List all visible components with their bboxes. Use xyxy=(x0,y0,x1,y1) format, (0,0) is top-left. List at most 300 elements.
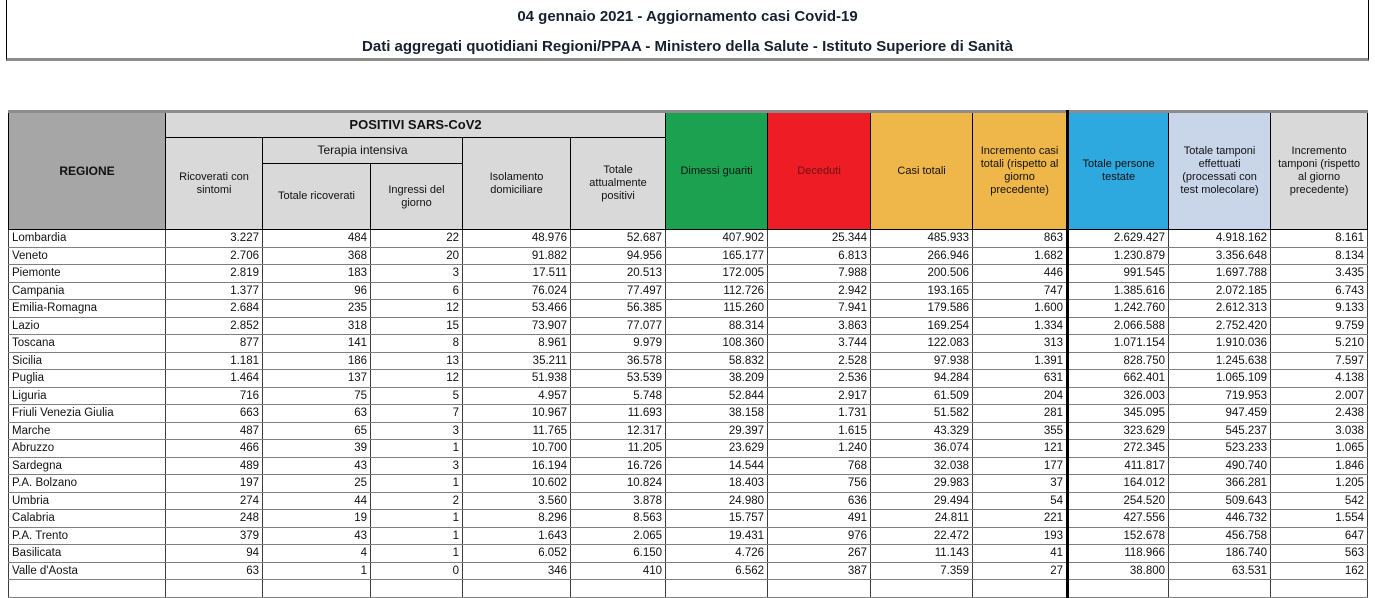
value-cell: 44 xyxy=(263,492,371,510)
value-cell: 1.230.879 xyxy=(1068,247,1169,265)
value-cell: 490.740 xyxy=(1169,457,1271,475)
region-name-cell: Sicilia xyxy=(9,352,166,370)
col-header-casi-totali: Casi totali xyxy=(871,112,973,230)
value-cell: 2.629.427 xyxy=(1068,230,1169,248)
value-cell: 3.356.648 xyxy=(1169,247,1271,265)
value-cell: 1.600 xyxy=(973,300,1068,318)
region-name-cell: Umbria xyxy=(9,492,166,510)
value-cell: 326.003 xyxy=(1068,387,1169,405)
value-cell: 51.582 xyxy=(871,405,973,423)
table-row xyxy=(9,440,1368,458)
value-cell: 1.464 xyxy=(166,370,263,388)
value-cell: 1 xyxy=(371,510,463,528)
value-cell: 863 xyxy=(973,230,1068,248)
value-cell: 8 xyxy=(371,335,463,353)
table-row xyxy=(9,492,1368,510)
value-cell: 828.750 xyxy=(1068,352,1169,370)
value-cell: 489 xyxy=(166,457,263,475)
table-row xyxy=(9,230,1368,248)
value-cell: 2 xyxy=(371,492,463,510)
value-cell: 76.024 xyxy=(463,282,571,300)
value-cell xyxy=(263,580,371,598)
value-cell: 172.005 xyxy=(666,265,768,283)
value-cell: 5.748 xyxy=(571,387,666,405)
value-cell: 2.007 xyxy=(1271,387,1368,405)
value-cell: 2.528 xyxy=(768,352,871,370)
value-cell: 719.953 xyxy=(1169,387,1271,405)
value-cell: 36.578 xyxy=(571,352,666,370)
value-cell: 10.824 xyxy=(571,475,666,493)
region-name-cell: Toscana xyxy=(9,335,166,353)
value-cell: 8.296 xyxy=(463,510,571,528)
region-name-cell: Sardegna xyxy=(9,457,166,475)
value-cell: 56.385 xyxy=(571,300,666,318)
value-cell: 466 xyxy=(166,440,263,458)
value-cell: 1.910.036 xyxy=(1169,335,1271,353)
value-cell: 41 xyxy=(973,545,1068,563)
value-cell: 75 xyxy=(263,387,371,405)
value-cell: 193.165 xyxy=(871,282,973,300)
value-cell: 235 xyxy=(263,300,371,318)
value-cell: 6.562 xyxy=(666,562,768,580)
value-cell: 1.391 xyxy=(973,352,1068,370)
value-cell: 197 xyxy=(166,475,263,493)
value-cell: 11.143 xyxy=(871,545,973,563)
value-cell: 446 xyxy=(973,265,1068,283)
value-cell: 2.706 xyxy=(166,247,263,265)
col-header-persone-testate: Totale persone testate xyxy=(1068,112,1169,230)
value-cell: 152.678 xyxy=(1068,527,1169,545)
value-cell: 4 xyxy=(263,545,371,563)
covid-data-table xyxy=(8,110,1368,598)
value-cell: 77.077 xyxy=(571,317,666,335)
value-cell: 1.377 xyxy=(166,282,263,300)
value-cell: 141 xyxy=(263,335,371,353)
col-header-ricoverati-con-sintomi: Ricoverati con sintomi xyxy=(166,138,263,230)
value-cell: 112.726 xyxy=(666,282,768,300)
col-header-totale-ricoverati: Totale ricoverati xyxy=(263,164,371,230)
value-cell: 32.038 xyxy=(871,457,973,475)
value-cell: 61.509 xyxy=(871,387,973,405)
value-cell: 662.401 xyxy=(1068,370,1169,388)
value-cell: 39 xyxy=(263,440,371,458)
value-cell xyxy=(571,580,666,598)
value-cell: 37 xyxy=(973,475,1068,493)
region-name-cell: Liguria xyxy=(9,387,166,405)
value-cell: 29.494 xyxy=(871,492,973,510)
value-cell: 1.682 xyxy=(973,247,1068,265)
value-cell: 183 xyxy=(263,265,371,283)
value-cell: 2.072.185 xyxy=(1169,282,1271,300)
value-cell: 65 xyxy=(263,422,371,440)
col-group-positivi-sars-cov2: POSITIVI SARS-CoV2 xyxy=(166,112,666,138)
value-cell: 266.946 xyxy=(871,247,973,265)
value-cell: 43.329 xyxy=(871,422,973,440)
value-cell: 97.938 xyxy=(871,352,973,370)
table-row xyxy=(9,247,1368,265)
value-cell: 20.513 xyxy=(571,265,666,283)
value-cell: 379 xyxy=(166,527,263,545)
value-cell: 221 xyxy=(973,510,1068,528)
value-cell: 1.240 xyxy=(768,440,871,458)
value-cell: 509.643 xyxy=(1169,492,1271,510)
value-cell: 1.065 xyxy=(1271,440,1368,458)
value-cell: 274 xyxy=(166,492,263,510)
table-row xyxy=(9,562,1368,580)
region-name-cell: Piemonte xyxy=(9,265,166,283)
value-cell: 165.177 xyxy=(666,247,768,265)
value-cell: 5 xyxy=(371,387,463,405)
value-cell: 1.554 xyxy=(1271,510,1368,528)
value-cell: 427.556 xyxy=(1068,510,1169,528)
value-cell: 27 xyxy=(973,562,1068,580)
value-cell: 200.506 xyxy=(871,265,973,283)
value-cell: 5.210 xyxy=(1271,335,1368,353)
value-cell: 88.314 xyxy=(666,317,768,335)
value-cell: 18.403 xyxy=(666,475,768,493)
value-cell: 53.466 xyxy=(463,300,571,318)
value-cell: 2.612.313 xyxy=(1169,300,1271,318)
value-cell: 193 xyxy=(973,527,1068,545)
value-cell: 1.181 xyxy=(166,352,263,370)
value-cell: 1.643 xyxy=(463,527,571,545)
table-row xyxy=(9,370,1368,388)
value-cell: 77.497 xyxy=(571,282,666,300)
value-cell: 542 xyxy=(1271,492,1368,510)
report-subtitle: Dati aggregati quotidiani Regioni/PPAA - Ministero della Salute - Istituto Superiore di Sanità xyxy=(362,38,1013,55)
value-cell: 10.700 xyxy=(463,440,571,458)
value-cell: 9.759 xyxy=(1271,317,1368,335)
value-cell: 25.344 xyxy=(768,230,871,248)
value-cell: 267 xyxy=(768,545,871,563)
title-box xyxy=(6,0,1369,61)
value-cell: 456.758 xyxy=(1169,527,1271,545)
value-cell: 52.687 xyxy=(571,230,666,248)
value-cell: 11.205 xyxy=(571,440,666,458)
value-cell: 3.038 xyxy=(1271,422,1368,440)
region-name-cell: Calabria xyxy=(9,510,166,528)
value-cell: 73.907 xyxy=(463,317,571,335)
value-cell: 1.697.788 xyxy=(1169,265,1271,283)
value-cell: 3 xyxy=(371,457,463,475)
value-cell: 179.586 xyxy=(871,300,973,318)
value-cell xyxy=(463,580,571,598)
value-cell: 118.966 xyxy=(1068,545,1169,563)
table-row xyxy=(9,510,1368,528)
region-name-cell: Lombardia xyxy=(9,230,166,248)
value-cell: 8.161 xyxy=(1271,230,1368,248)
table-row xyxy=(9,265,1368,283)
value-cell: 6.813 xyxy=(768,247,871,265)
value-cell: 407.902 xyxy=(666,230,768,248)
region-name-cell: P.A. Bolzano xyxy=(9,475,166,493)
value-cell: 1 xyxy=(263,562,371,580)
value-cell: 51.938 xyxy=(463,370,571,388)
region-name-cell: Veneto xyxy=(9,247,166,265)
value-cell: 35.211 xyxy=(463,352,571,370)
value-cell: 54 xyxy=(973,492,1068,510)
value-cell: 48.976 xyxy=(463,230,571,248)
value-cell: 747 xyxy=(973,282,1068,300)
value-cell: 545.237 xyxy=(1169,422,1271,440)
region-name-cell: Lazio xyxy=(9,317,166,335)
region-name-cell: Emilia-Romagna xyxy=(9,300,166,318)
value-cell: 25 xyxy=(263,475,371,493)
value-cell: 91.882 xyxy=(463,247,571,265)
region-name-cell: Valle d'Aosta xyxy=(9,562,166,580)
value-cell: 411.817 xyxy=(1068,457,1169,475)
value-cell: 2.684 xyxy=(166,300,263,318)
value-cell: 7 xyxy=(371,405,463,423)
table-row xyxy=(9,317,1368,335)
value-cell: 1.731 xyxy=(768,405,871,423)
value-cell: 13 xyxy=(371,352,463,370)
value-cell: 4.918.162 xyxy=(1169,230,1271,248)
region-name-cell: Friuli Venezia Giulia xyxy=(9,405,166,423)
value-cell: 2.752.420 xyxy=(1169,317,1271,335)
value-cell: 12 xyxy=(371,300,463,318)
value-cell: 1.071.154 xyxy=(1068,335,1169,353)
value-cell: 2.066.588 xyxy=(1068,317,1169,335)
value-cell: 446.732 xyxy=(1169,510,1271,528)
value-cell: 1.615 xyxy=(768,422,871,440)
value-cell: 137 xyxy=(263,370,371,388)
value-cell: 6.052 xyxy=(463,545,571,563)
value-cell: 7.597 xyxy=(1271,352,1368,370)
region-name-cell: Abruzzo xyxy=(9,440,166,458)
table-body xyxy=(9,230,1368,598)
value-cell: 94 xyxy=(166,545,263,563)
value-cell: 487 xyxy=(166,422,263,440)
value-cell: 12.317 xyxy=(571,422,666,440)
value-cell: 484 xyxy=(263,230,371,248)
value-cell: 410 xyxy=(571,562,666,580)
value-cell: 19 xyxy=(263,510,371,528)
value-cell: 29.983 xyxy=(871,475,973,493)
col-header-dimessi-guariti: Dimessi guariti xyxy=(666,112,768,230)
value-cell: 15 xyxy=(371,317,463,335)
value-cell: 94.284 xyxy=(871,370,973,388)
value-cell: 11.693 xyxy=(571,405,666,423)
value-cell: 6.743 xyxy=(1271,282,1368,300)
value-cell: 877 xyxy=(166,335,263,353)
value-cell: 491 xyxy=(768,510,871,528)
value-cell: 768 xyxy=(768,457,871,475)
table-row xyxy=(9,300,1368,318)
value-cell: 94.956 xyxy=(571,247,666,265)
value-cell xyxy=(973,580,1068,598)
value-cell: 647 xyxy=(1271,527,1368,545)
value-cell: 1.846 xyxy=(1271,457,1368,475)
value-cell: 38.158 xyxy=(666,405,768,423)
value-cell: 162 xyxy=(1271,562,1368,580)
value-cell: 6 xyxy=(371,282,463,300)
region-name-cell: Puglia xyxy=(9,370,166,388)
value-cell: 2.536 xyxy=(768,370,871,388)
value-cell: 254.520 xyxy=(1068,492,1169,510)
value-cell: 248 xyxy=(166,510,263,528)
value-cell: 58.832 xyxy=(666,352,768,370)
value-cell: 3.435 xyxy=(1271,265,1368,283)
value-cell: 15.757 xyxy=(666,510,768,528)
value-cell: 345.095 xyxy=(1068,405,1169,423)
value-cell: 313 xyxy=(973,335,1068,353)
col-header-incremento-casi: Incremento casi totali (rispetto al giorno precedente) xyxy=(973,112,1068,230)
value-cell: 8.134 xyxy=(1271,247,1368,265)
value-cell: 121 xyxy=(973,440,1068,458)
value-cell: 8.961 xyxy=(463,335,571,353)
value-cell: 2.065 xyxy=(571,527,666,545)
region-name-cell xyxy=(9,580,166,598)
value-cell: 23.629 xyxy=(666,440,768,458)
value-cell: 11.765 xyxy=(463,422,571,440)
value-cell: 636 xyxy=(768,492,871,510)
value-cell: 1.205 xyxy=(1271,475,1368,493)
table-row xyxy=(9,422,1368,440)
value-cell: 2.942 xyxy=(768,282,871,300)
value-cell: 122.083 xyxy=(871,335,973,353)
value-cell: 3.227 xyxy=(166,230,263,248)
region-name-cell: P.A. Trento xyxy=(9,527,166,545)
value-cell: 368 xyxy=(263,247,371,265)
value-cell: 52.844 xyxy=(666,387,768,405)
value-cell: 1.245.638 xyxy=(1169,352,1271,370)
value-cell: 716 xyxy=(166,387,263,405)
value-cell: 0 xyxy=(371,562,463,580)
value-cell xyxy=(871,580,973,598)
value-cell: 164.012 xyxy=(1068,475,1169,493)
value-cell: 3 xyxy=(371,265,463,283)
value-cell: 346 xyxy=(463,562,571,580)
value-cell: 2.438 xyxy=(1271,405,1368,423)
value-cell: 63 xyxy=(166,562,263,580)
value-cell: 1.334 xyxy=(973,317,1068,335)
value-cell: 1.065.109 xyxy=(1169,370,1271,388)
col-group-terapia-intensiva: Terapia intensiva xyxy=(263,138,463,164)
table-row xyxy=(9,527,1368,545)
value-cell: 115.260 xyxy=(666,300,768,318)
value-cell: 1 xyxy=(371,440,463,458)
value-cell: 22.472 xyxy=(871,527,973,545)
value-cell: 523.233 xyxy=(1169,440,1271,458)
value-cell: 631 xyxy=(973,370,1068,388)
value-cell: 96 xyxy=(263,282,371,300)
value-cell: 24.980 xyxy=(666,492,768,510)
value-cell: 4.957 xyxy=(463,387,571,405)
region-name-cell: Basilicata xyxy=(9,545,166,563)
table-row xyxy=(9,457,1368,475)
value-cell: 3.560 xyxy=(463,492,571,510)
value-cell: 169.254 xyxy=(871,317,973,335)
value-cell: 3.744 xyxy=(768,335,871,353)
value-cell: 4.726 xyxy=(666,545,768,563)
value-cell: 366.281 xyxy=(1169,475,1271,493)
col-header-incremento-tamponi: Incremento tamponi (rispetto al giorno precedente) xyxy=(1271,112,1368,230)
value-cell: 3.878 xyxy=(571,492,666,510)
value-cell: 976 xyxy=(768,527,871,545)
value-cell: 281 xyxy=(973,405,1068,423)
value-cell: 387 xyxy=(768,562,871,580)
table-row xyxy=(9,335,1368,353)
value-cell: 7.359 xyxy=(871,562,973,580)
value-cell: 24.811 xyxy=(871,510,973,528)
value-cell: 10.967 xyxy=(463,405,571,423)
value-cell: 485.933 xyxy=(871,230,973,248)
value-cell: 17.511 xyxy=(463,265,571,283)
value-cell: 318 xyxy=(263,317,371,335)
value-cell: 756 xyxy=(768,475,871,493)
region-name-cell: Marche xyxy=(9,422,166,440)
value-cell: 563 xyxy=(1271,545,1368,563)
value-cell xyxy=(371,580,463,598)
value-cell: 272.345 xyxy=(1068,440,1169,458)
value-cell: 2.852 xyxy=(166,317,263,335)
table-row xyxy=(9,475,1368,493)
value-cell: 43 xyxy=(263,457,371,475)
table-row xyxy=(9,387,1368,405)
col-header-deceduti: Deceduti xyxy=(768,112,871,230)
value-cell: 1.385.616 xyxy=(1068,282,1169,300)
value-cell: 36.074 xyxy=(871,440,973,458)
table-row xyxy=(9,282,1368,300)
value-cell: 1.242.760 xyxy=(1068,300,1169,318)
value-cell: 323.629 xyxy=(1068,422,1169,440)
value-cell: 8.563 xyxy=(571,510,666,528)
value-cell: 177 xyxy=(973,457,1068,475)
report-title: 04 gennaio 2021 - Aggiornamento casi Covid-19 xyxy=(517,8,858,25)
value-cell: 3.863 xyxy=(768,317,871,335)
value-cell: 43 xyxy=(263,527,371,545)
value-cell: 186.740 xyxy=(1169,545,1271,563)
value-cell: 38.800 xyxy=(1068,562,1169,580)
value-cell: 1 xyxy=(371,475,463,493)
value-cell xyxy=(166,580,263,598)
value-cell xyxy=(1169,580,1271,598)
col-header-totale-attualmente-positivi: Totale attualmente positivi xyxy=(571,138,666,230)
value-cell: 10.602 xyxy=(463,475,571,493)
value-cell: 947.459 xyxy=(1169,405,1271,423)
value-cell: 29.397 xyxy=(666,422,768,440)
value-cell: 4.138 xyxy=(1271,370,1368,388)
col-header-isolamento-domiciliare: Isolamento domiciliare xyxy=(463,138,571,230)
value-cell: 14.544 xyxy=(666,457,768,475)
value-cell xyxy=(1068,580,1169,598)
value-cell xyxy=(768,580,871,598)
value-cell: 355 xyxy=(973,422,1068,440)
col-header-tamponi-effettuati: Totale tamponi effettuati (processati con test molecolare) xyxy=(1169,112,1271,230)
value-cell: 204 xyxy=(973,387,1068,405)
value-cell: 9.133 xyxy=(1271,300,1368,318)
value-cell: 2.917 xyxy=(768,387,871,405)
value-cell: 186 xyxy=(263,352,371,370)
value-cell: 12 xyxy=(371,370,463,388)
value-cell: 19.431 xyxy=(666,527,768,545)
value-cell: 663 xyxy=(166,405,263,423)
table-row xyxy=(9,405,1368,423)
value-cell: 22 xyxy=(371,230,463,248)
value-cell: 63.531 xyxy=(1169,562,1271,580)
value-cell: 2.819 xyxy=(166,265,263,283)
value-cell: 108.360 xyxy=(666,335,768,353)
value-cell: 991.545 xyxy=(1068,265,1169,283)
value-cell: 7.941 xyxy=(768,300,871,318)
value-cell: 7.988 xyxy=(768,265,871,283)
value-cell: 16.194 xyxy=(463,457,571,475)
value-cell: 20 xyxy=(371,247,463,265)
table-row xyxy=(9,352,1368,370)
region-name-cell: Campania xyxy=(9,282,166,300)
value-cell: 6.150 xyxy=(571,545,666,563)
